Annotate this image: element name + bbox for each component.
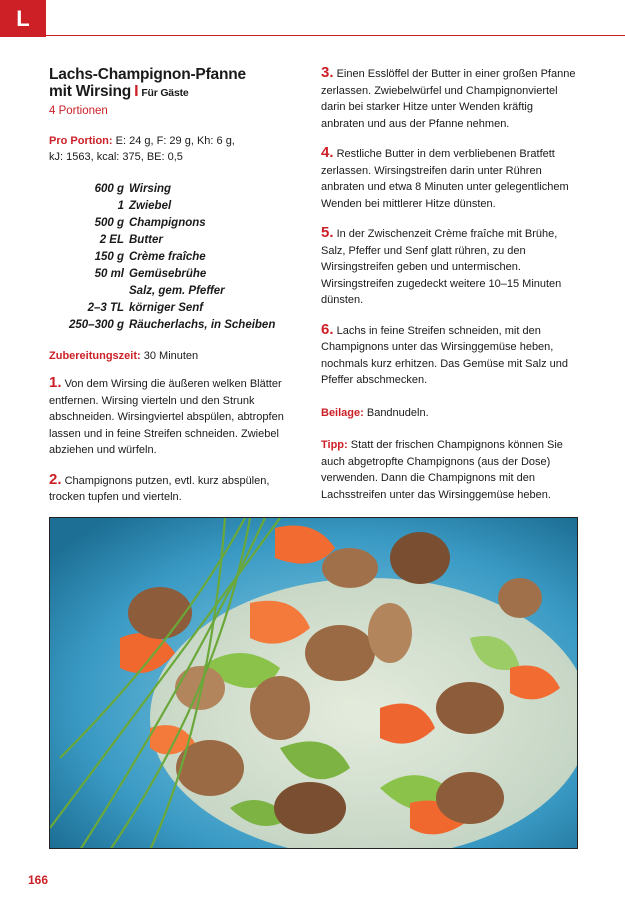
ingredient-quantity: 2 EL <box>99 234 124 246</box>
step-2 <box>49 470 301 506</box>
ingredient-quantity: 500 g <box>94 217 124 229</box>
ingredient-row <box>49 181 301 198</box>
recipe-subtitle: Für Gäste <box>141 87 189 99</box>
side-dish-label: Beilage: <box>321 406 364 419</box>
ingredient-row <box>49 283 301 300</box>
step-text: In der Zwischenzeit Crème fraîche mit Brühe, Salz, Pfeffer und Senf glatt rühren, zu den Wirsingstreifen geben und untermischen. Wirsingstreifen zugedeckt weitere 10–15 Minuten dünsten. <box>321 228 562 306</box>
portions: 4 Portionen <box>49 105 108 117</box>
ingredient-name: Butter <box>129 234 163 246</box>
page-number: 166 <box>28 873 49 887</box>
right-column <box>321 66 578 503</box>
ingredient-name: Zwiebel <box>129 200 172 212</box>
step-4 <box>321 146 578 212</box>
ingredient-row <box>49 249 301 266</box>
tip <box>321 437 578 503</box>
step-text: Champignons putzen, evtl. kurz abspülen, trocken tupfen und vierteln. <box>49 474 270 503</box>
ingredient-name: Salz, gem. Pfeffer <box>129 285 225 297</box>
header-rule <box>46 35 625 36</box>
title-separator: I <box>134 83 139 100</box>
ingredient-quantity: 50 ml <box>94 268 124 280</box>
nutrition-label: Pro Portion: <box>49 135 113 147</box>
step-number: 2. <box>49 470 62 488</box>
step-5 <box>321 226 578 309</box>
step-3 <box>321 66 578 132</box>
ingredient-row <box>49 198 301 215</box>
prep-time-value: 30 Minuten <box>143 350 199 362</box>
ingredient-quantity: 600 g <box>94 183 124 195</box>
step-6 <box>321 320 578 389</box>
step-number: 3. <box>321 64 334 81</box>
ingredient-quantity: 150 g <box>94 251 124 263</box>
prep-time <box>49 350 301 362</box>
ingredient-quantity: 1 <box>117 200 124 212</box>
step-text: Lachs in feine Streifen schneiden, mit den Champignons unter das Wirsinggemüse heben, nochmals kurz erhitzen. Das Gemüse mit Salz und Pfeffer abschmecken. <box>321 324 568 386</box>
title-line-2: mit Wirsing <box>49 83 132 100</box>
dish-illustration <box>50 518 578 849</box>
tip-text: Statt der frischen Champignons können Sie auch abgetropfte Champignons (aus der Dose) verwenden. Dann die Champignons mit den Lachsstreifen unter das Wirsinggemüse heben. <box>321 439 563 501</box>
ingredient-row <box>49 317 301 334</box>
ingredient-row <box>49 300 301 317</box>
step-number: 1. <box>49 374 62 391</box>
left-column <box>49 66 301 506</box>
dish-photo <box>49 517 578 849</box>
ingredient-row <box>49 215 301 232</box>
ingredient-name: Crème fraîche <box>129 251 206 263</box>
ingredient-name: Gemüsebrühe <box>129 268 207 280</box>
step-text: Restliche Butter in dem verbliebenen Bratfett zerlassen. Wirsingstreifen darin unter Rühren anbraten und etwa 8 Minuten unter gelegentlichem Wenden bei mittlerer Hitze dünsten. <box>321 148 569 210</box>
tip-label: Tipp: <box>321 439 348 451</box>
ingredient-name: Wirsing <box>129 183 172 195</box>
side-dish <box>321 405 578 422</box>
title-line-1: Lachs-Champignon-Pfanne <box>49 66 246 83</box>
ingredient-quantity <box>49 283 129 300</box>
step-number: 5. <box>321 224 334 241</box>
nutrition-info <box>49 133 301 165</box>
step-number: 6. <box>321 320 334 338</box>
nutrition-line-1: E: 24 g, F: 29 g, Kh: 6 g, <box>115 135 235 147</box>
section-letter-tab: L <box>0 0 46 37</box>
nutrition-line-2: kJ: 1563, kcal: 375, BE: 0,5 <box>49 151 183 163</box>
prep-time-label: Zubereitungszeit: <box>49 350 141 362</box>
ingredient-quantity: 250–300 g <box>69 319 124 331</box>
step-text: Von dem Wirsing die äußeren welken Blätter entfernen. Wirsing vierteln und den Strunk abschneiden. Wirsingviertel abspülen, abtropfen lassen und in feine Streifen schneiden. Zwiebel abziehen und würfeln. <box>49 378 284 456</box>
step-text: Einen Esslöffel der Butter in einer großen Pfanne zerlassen. Zwiebelwürfel und Champignonviertel darin bei starker Hitze unter Wenden kräftig anbraten und aus der Pfanne nehmen. <box>321 68 576 130</box>
ingredient-quantity: 2–3 TL <box>87 302 124 314</box>
ingredient-name: körniger Senf <box>129 302 204 314</box>
ingredient-name: Räucherlachs, in Scheiben <box>129 319 276 331</box>
ingredient-row <box>49 266 301 283</box>
side-dish-text: Bandnudeln. <box>366 406 429 419</box>
ingredient-name: Champignons <box>129 217 206 229</box>
ingredient-list <box>49 181 301 334</box>
step-number: 4. <box>321 144 334 161</box>
step-1 <box>49 376 301 459</box>
ingredient-row <box>49 232 301 249</box>
recipe-title <box>49 66 301 102</box>
